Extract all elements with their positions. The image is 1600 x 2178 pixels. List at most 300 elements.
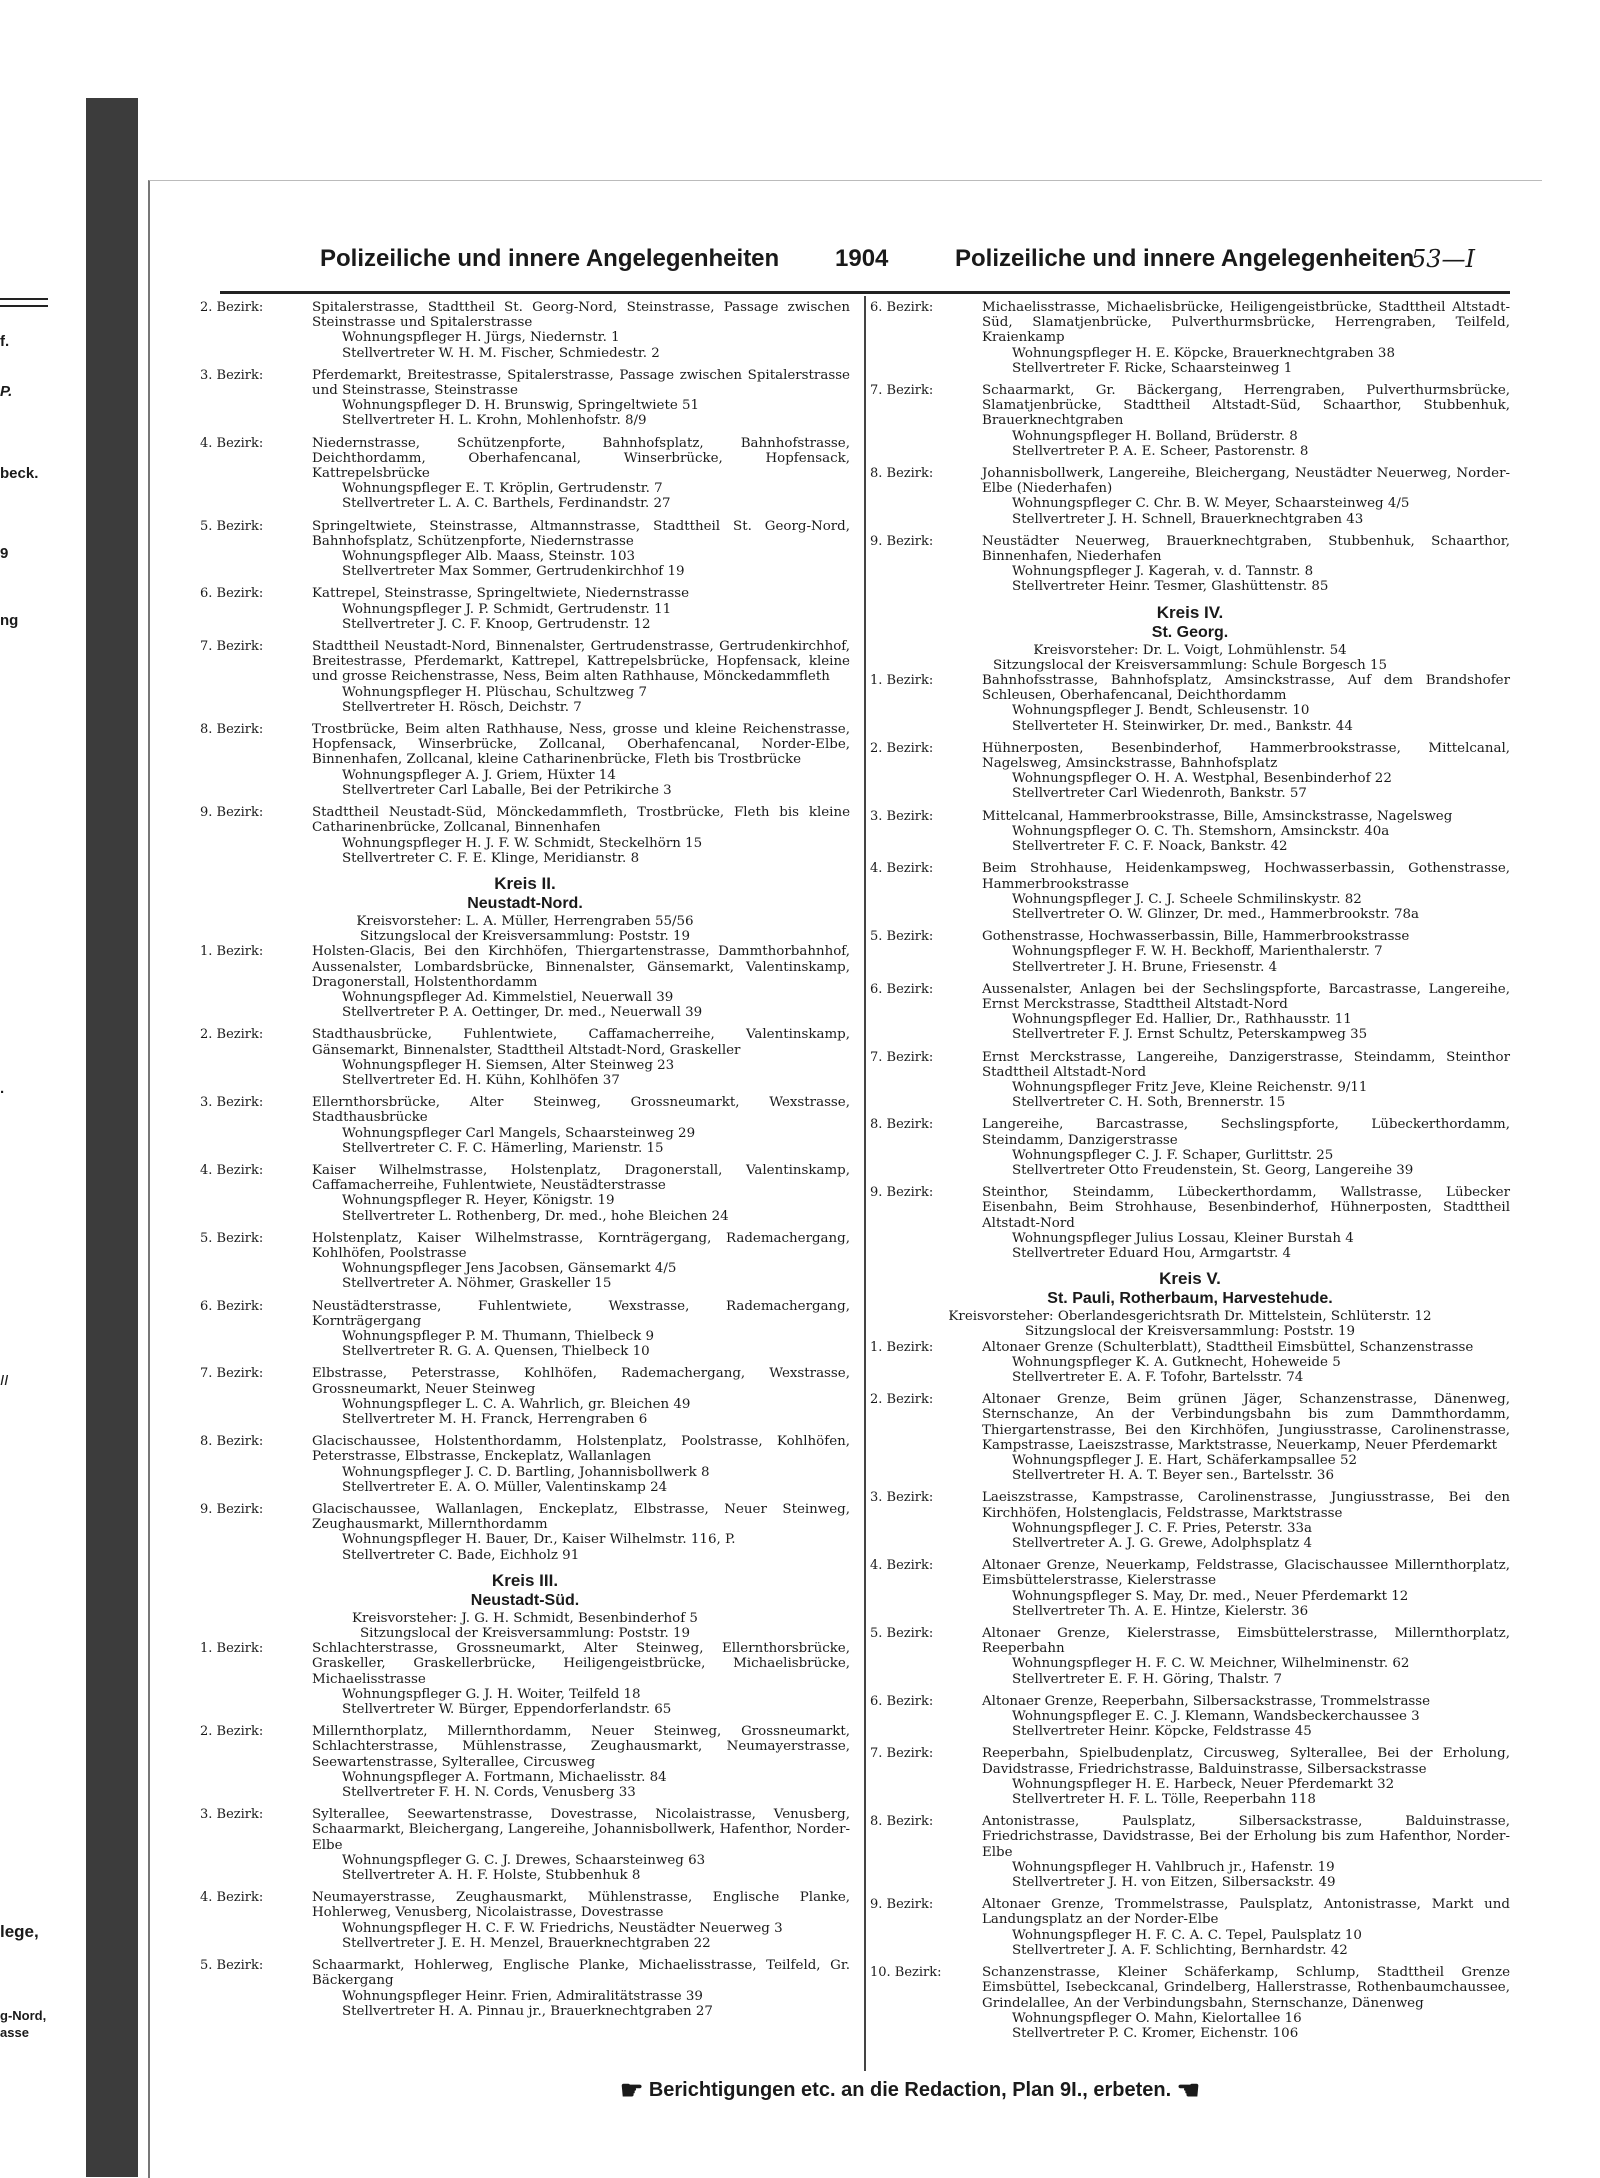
district-entry xyxy=(870,534,1510,595)
kreis-4-chair: Kreisvorsteher: Dr. L. Voigt, Lohmühlenstr. 54 xyxy=(1033,642,1347,658)
district-body xyxy=(312,1434,850,1495)
district-streets: Stadttheil Neustadt-Nord, Binnenalster, Gertrudenstrasse, Gertrudenkirchhof, Breitestrasse, Pferdemarkt, Kattrepel, Kattrepelsbrücke, Hopfensack, kleine und grosse Reichenstrasse, Ness, Beim alten Rathhause, Mönckedammfleth xyxy=(312,639,850,685)
prev-page-fragment: P. xyxy=(0,383,13,400)
district-entry xyxy=(870,673,1510,734)
district-body xyxy=(982,741,1510,802)
district-body xyxy=(312,586,850,632)
deputy: Stellvertreter Carl Wiedenroth, Bankstr. 57 xyxy=(1012,786,1307,802)
prev-page-fragment: asse xyxy=(0,2025,29,2040)
deputy: Stellvertreter L. A. C. Barthels, Ferdinandstr. 27 xyxy=(342,496,671,512)
header-rule xyxy=(220,291,1510,294)
district-streets: Trostbrücke, Beim alten Rathhause, Ness, grosse und kleine Reichenstrasse, Hopfensack, Winserbrücke, Zollcanal, Oberhafencanal, Norder-Elbe, Binnenhafen, Zollcanal, kleine Catharinenbrücke, Fleth bis Trostbrücke xyxy=(312,722,850,768)
district-body xyxy=(312,1807,850,1883)
district-label: 6. Bezirk: xyxy=(870,981,934,997)
housing-warden: Wohnungspfleger H. Bolland, Brüderstr. 8 xyxy=(1012,428,1298,444)
district-body xyxy=(982,534,1510,595)
district-label: 3. Bezirk: xyxy=(200,1095,264,1111)
housing-warden: Wohnungspfleger G. C. J. Drewes, Schaarsteinweg 63 xyxy=(342,1852,706,1868)
district-entry xyxy=(870,809,1510,855)
housing-warden: Wohnungspfleger Alb. Maass, Steinstr. 103 xyxy=(342,549,636,565)
prev-page-fragment: 9 xyxy=(0,545,9,562)
district-entry xyxy=(200,639,850,715)
district-body xyxy=(312,519,850,580)
district-streets: Spitalerstrasse, Stadttheil St. Georg-Nord, Steinstrasse, Passage zwischen Steinstrasse und Spitalerstrasse xyxy=(312,300,850,331)
district-entry xyxy=(870,1117,1510,1178)
district-body xyxy=(312,1027,850,1088)
district-entry xyxy=(200,722,850,798)
district-streets: Niedernstrasse, Schützenpforte, Bahnhofsplatz, Bahnhofstrasse, Deichthordamm, Oberhafencanal, Winserbrücke, Hopfensack, Kattrepelsbrücke xyxy=(312,435,850,482)
district-body xyxy=(982,1626,1510,1687)
district-label: 3. Bezirk: xyxy=(870,1490,934,1506)
district-body xyxy=(312,805,850,866)
district-body xyxy=(312,1958,850,2019)
district-body xyxy=(982,1694,1510,1740)
district-streets: Altonaer Grenze, Kielerstrasse, Eimsbüttelerstrasse, Millernthorplatz, Reeperbahn xyxy=(982,1626,1510,1657)
district-body xyxy=(982,1965,1510,2041)
district-label: 2. Bezirk: xyxy=(870,1392,934,1408)
deputy: Stellvertreter M. H. Franck, Herrengraben 6 xyxy=(342,1412,648,1427)
previous-page-edge xyxy=(0,180,86,2177)
deputy: Stellvertreter Heinr. Tesmer, Glashüttenstr. 85 xyxy=(1012,579,1329,595)
district-label: 9. Bezirk: xyxy=(870,1897,934,1913)
district-label: 6. Bezirk: xyxy=(870,300,934,315)
district-entry xyxy=(200,1027,850,1088)
housing-warden: Wohnungspfleger J. C. J. Scheele Schmilinskystr. 82 xyxy=(1012,891,1362,907)
district-label: 9. Bezirk: xyxy=(200,1502,264,1518)
district-entry xyxy=(870,1814,1510,1890)
deputy: Stellvertreter H. F. L. Tölle, Reeperbahn 118 xyxy=(1012,1792,1316,1808)
district-body xyxy=(312,300,850,361)
district-entry xyxy=(200,1724,850,1800)
deputy: Stellvertreter F. Ricke, Schaarsteinweg 1 xyxy=(1012,360,1293,376)
district-entry xyxy=(200,519,850,580)
deputy: Stellvertreter C. Bade, Eichholz 91 xyxy=(342,1547,580,1563)
district-body xyxy=(982,1050,1510,1111)
deputy: Stellvertreter C. H. Soth, Brennerstr. 15 xyxy=(1012,1095,1286,1111)
pointing-hand-left-icon: ☚ xyxy=(1176,2075,1201,2105)
district-body xyxy=(982,1340,1510,1386)
housing-warden: Wohnungspfleger H. Vahlbruch jr., Hafenstr. 19 xyxy=(1012,1859,1335,1875)
district-label: 6. Bezirk: xyxy=(870,1693,934,1709)
kreis-3-continued xyxy=(870,300,1510,595)
district-label: 4. Bezirk: xyxy=(200,435,264,451)
district-entry xyxy=(200,1095,850,1156)
district-streets: Steinthor, Steindamm, Lübeckerthordamm, Wallstrasse, Lübecker Eisenbahn, Beim Strohhause, Besenbinderhof, Hühnerposten, Stadttheil Altstadt-Nord xyxy=(982,1185,1510,1231)
district-label: 2. Bezirk: xyxy=(870,740,934,756)
district-label: 3. Bezirk: xyxy=(200,1807,264,1823)
deputy: Stellvertreter F. C. F. Noack, Bankstr. 42 xyxy=(1012,839,1288,855)
deputy: Stellvertreter F. H. N. Cords, Venusberg 33 xyxy=(342,1785,636,1801)
deputy: Stellvertreter J. H. Brune, Friesenstr. 4 xyxy=(1012,959,1278,975)
district-streets: Neustädterstrasse, Fuhlentwiete, Wexstrasse, Rademachergang, Kornträgergang xyxy=(312,1298,850,1329)
district-body xyxy=(982,1392,1510,1483)
page-number: 53—I xyxy=(1411,245,1476,273)
district-body xyxy=(312,1299,850,1360)
deputy: Stellvertreter E. A. O. Müller, Valentinskamp 24 xyxy=(342,1479,668,1495)
housing-warden: Wohnungspfleger G. J. H. Woiter, Teilfeld 18 xyxy=(342,1686,641,1702)
district-entry xyxy=(870,1340,1510,1386)
housing-warden: Wohnungspfleger P. M. Thumann, Thielbeck 9 xyxy=(342,1328,655,1344)
district-body xyxy=(982,1558,1510,1619)
district-streets: Altonaer Grenze, Beim grünen Jäger, Schanzenstrasse, Dänenweg, Sternschanze, An der Verbindungsbahn bis zum Dammthordamm, Thiergartenstrasse, Bei den Kirchhöfen, Jungiusstrasse, Carolinenstrasse, Kampstrasse, Laeiszstrasse, Marktstrasse, Neuerkamp, Neuer Pferdemarkt xyxy=(982,1392,1510,1453)
left-column xyxy=(200,300,850,2026)
district-streets: Mittelcanal, Hammerbrookstrasse, Bille, Amsinckstrasse, Nagelsweg xyxy=(982,808,1453,824)
district-streets: Schaarmarkt, Hohlerweg, Englische Planke, Michaelisstrasse, Teilfeld, Gr. Bäckergang xyxy=(312,1958,850,1989)
district-label: 7. Bezirk: xyxy=(200,639,264,655)
kreis-3-title: Kreis III. xyxy=(491,1570,559,1590)
kreis-4-name: St. Georg. xyxy=(1151,623,1229,641)
scan-binding-shadow xyxy=(86,98,138,2177)
deputy: Stellvertreter Otto Freudenstein, St. Georg, Langereihe 39 xyxy=(1012,1162,1414,1178)
housing-warden: Wohnungspfleger S. May, Dr. med., Neuer Pferdemarkt 12 xyxy=(1012,1588,1409,1604)
district-label: 1. Bezirk: xyxy=(870,673,934,689)
district-label: 6. Bezirk: xyxy=(200,1298,264,1314)
kreis-5-local: Sitzungslocal der Kreisversammlung: Poststr. 19 xyxy=(1024,1324,1356,1340)
district-body xyxy=(312,1724,850,1800)
right-column xyxy=(870,300,1510,2048)
district-label: 7. Bezirk: xyxy=(870,1049,934,1065)
header-right-title: Polizeiliche und innere Angelegenheiten xyxy=(955,245,1415,272)
district-body xyxy=(982,1185,1510,1261)
deputy: Stellvertreter J. H. von Eitzen, Silbersackstr. 49 xyxy=(1012,1875,1336,1891)
district-label: 7. Bezirk: xyxy=(870,383,934,399)
district-entry xyxy=(870,929,1510,975)
deputy: Stellvertreter C. F. C. Hämerling, Marienstr. 15 xyxy=(342,1140,664,1156)
housing-warden: Wohnungspfleger O. H. A. Westphal, Besenbinderhof 22 xyxy=(1012,771,1392,787)
district-body xyxy=(982,673,1510,734)
district-body xyxy=(982,929,1510,975)
prev-page-fragment: lege, xyxy=(0,1922,39,1941)
deputy: Stellvertreter O. W. Glinzer, Dr. med., Hammerbrookstr. 78a xyxy=(1012,906,1420,922)
district-label: 2. Bezirk: xyxy=(200,1724,264,1740)
district-label: 3. Bezirk: xyxy=(870,808,934,824)
district-streets: Ernst Merckstrasse, Langereihe, Danzigerstrasse, Steindamm, Steinthor Stadttheil Altstadt-Nord xyxy=(982,1049,1510,1080)
district-streets: Altonaer Grenze, Neuerkamp, Feldstrasse, Glacischaussee Millernthorplatz, Eimsbüttelerstrasse, Kielerstrasse xyxy=(982,1558,1510,1589)
district-body xyxy=(982,1897,1510,1958)
kreis-3-local: Sitzungslocal der Kreisversammlung: Poststr. 19 xyxy=(359,1626,691,1642)
district-entry xyxy=(200,1366,850,1427)
housing-warden: Wohnungspfleger Ad. Kimmelstiel, Neuerwall 39 xyxy=(342,989,674,1005)
district-streets: Neustädter Neuerweg, Brauerknechtgraben, Stubbenhuk, Schaarthor, Binnenhafen, Niederhafen xyxy=(982,533,1510,565)
kreis-5-name: St. Pauli, Rotherbaum, Harvestehude. xyxy=(1047,1290,1333,1308)
district-label: 2. Bezirk: xyxy=(200,1027,264,1043)
district-body xyxy=(312,1502,850,1563)
housing-warden: Wohnungspfleger Heinr. Frien, Admiralitätstrasse 39 xyxy=(342,1988,703,2004)
district-entry xyxy=(870,861,1510,922)
deputy: Stellvertreter H. A. Pinnau jr., Brauerknechtgraben 27 xyxy=(342,2003,713,2019)
housing-warden: Wohnungspfleger K. A. Gutknecht, Hoheweide 5 xyxy=(1012,1354,1341,1370)
prev-page-fragment: beck. xyxy=(0,465,39,482)
housing-warden: Wohnungspfleger Julius Lossau, Kleiner Burstah 4 xyxy=(1012,1230,1354,1246)
district-entry xyxy=(870,1558,1510,1619)
district-body xyxy=(312,944,850,1020)
district-body xyxy=(982,1490,1510,1551)
district-label: 9. Bezirk: xyxy=(870,1185,934,1201)
district-label: 5. Bezirk: xyxy=(200,1230,264,1246)
footer-text: Berichtigungen etc. an die Redaction, Plan 9I., erbeten. xyxy=(648,2078,1172,2101)
housing-warden: Wohnungspfleger H. Bauer, Dr., Kaiser Wilhelmstr. 116, P. xyxy=(342,1532,736,1548)
district-streets: Schanzenstrasse, Kleiner Schäferkamp, Schlump, Stadttheil Grenze Eimsbüttel, Isebeckcanal, Grindelberg, Hallerstrasse, Rothenbaumchaussee, Grindelallee, An der Verbindungsbahn, Sternschanze, Dänenweg xyxy=(982,1965,1510,2011)
housing-warden: Wohnungspfleger H. C. F. W. Friedrichs, Neustädter Neuerweg 3 xyxy=(342,1920,783,1936)
district-label: 8. Bezirk: xyxy=(870,466,934,482)
district-entry xyxy=(200,1502,850,1563)
kreis-2-local: Sitzungslocal der Kreisversammlung: Poststr. 19 xyxy=(359,929,691,945)
district-label: 1. Bezirk: xyxy=(200,1641,264,1657)
district-streets: Holstenplatz, Kaiser Wilhelmstrasse, Kornträgergang, Rademachergang, Kohlhöfen, Poolstrasse xyxy=(312,1230,850,1261)
prev-page-fragment: II xyxy=(0,1372,9,1389)
pointing-hand-right-icon: ☛ xyxy=(619,2075,644,2105)
district-body xyxy=(982,861,1510,922)
deputy: Stellvertreter E. A. F. Tofohr, Bartelsstr. 74 xyxy=(1012,1369,1304,1385)
deputy: Stellvertreter E. F. H. Göring, Thalstr. 7 xyxy=(1012,1671,1282,1687)
district-streets: Aussenalster, Anlagen bei der Sechslingspforte, Barcastrasse, Langereihe, Ernst Merckstrasse, Stadttheil Altstadt-Nord xyxy=(982,981,1510,1012)
district-entry xyxy=(870,466,1510,527)
housing-warden: Wohnungspfleger H. F. C. A. C. Tepel, Paulsplatz 10 xyxy=(1012,1927,1362,1943)
housing-warden: Wohnungspfleger H. Jürgs, Niedernstr. 1 xyxy=(342,330,620,346)
district-streets: Holsten-Glacis, Bei den Kirchhöfen, Thiergartenstrasse, Dammthorbahnhof, Aussenalster, Lombardsbrücke, Binnenalster, Gänsemarkt, Valentinskamp, Dragonerstall, Holstenthordamm xyxy=(312,944,850,990)
district-entry xyxy=(870,1746,1510,1807)
district-streets: Kattrepel, Steinstrasse, Springeltwiete, Niedernstrasse xyxy=(312,586,690,602)
district-body xyxy=(982,1814,1510,1890)
district-body xyxy=(312,368,850,429)
kreis-5-title: Kreis V. xyxy=(1159,1269,1221,1289)
deputy: Stellvertreter J. C. F. Knoop, Gertrudenstr. 12 xyxy=(342,616,651,632)
housing-warden: Wohnungspfleger Carl Mangels, Schaarsteinweg 29 xyxy=(342,1125,696,1141)
kreis-4-local: Sitzungslocal der Kreisversammlung: Schule Borgesch 15 xyxy=(992,657,1388,673)
district-body xyxy=(312,722,850,798)
district-body xyxy=(982,300,1510,376)
housing-warden: Wohnungspfleger E. C. J. Klemann, Wandsbeckerchaussee 3 xyxy=(1012,1709,1420,1725)
housing-warden: Wohnungspfleger J. P. Schmidt, Gertrudenstr. 11 xyxy=(342,601,672,617)
district-entry xyxy=(870,1965,1510,2041)
district-label: 8. Bezirk: xyxy=(870,1814,934,1830)
footer-notice xyxy=(420,2075,1400,2109)
district-streets: Glacischaussee, Wallanlagen, Enckeplatz, Elbstrasse, Neuer Steinweg, Zeughausmarkt, Millernthordamm xyxy=(312,1502,850,1533)
prev-page-fragment: . xyxy=(0,1080,5,1097)
district-entry xyxy=(200,1890,850,1951)
housing-warden: Wohnungspfleger C. J. F. Schaper, Gurlittstr. 25 xyxy=(1012,1147,1334,1163)
housing-warden: Wohnungspfleger H. J. F. W. Schmidt, Steckelhörn 15 xyxy=(342,835,703,851)
housing-warden: Wohnungspfleger L. C. A. Wahrlich, gr. Bleichen 49 xyxy=(342,1396,691,1412)
district-body xyxy=(982,383,1510,459)
district-entry xyxy=(200,1641,850,1717)
kreis-1-continued xyxy=(200,300,850,866)
district-streets: Michaelisstrasse, Michaelisbrücke, Heiligengeistbrücke, Stadttheil Altstadt-Süd, Slamatjenbrücke, Pulverthurmsbrücke, Herrengraben, Teilfeld, Kraienkamp xyxy=(982,300,1510,346)
district-label: 4. Bezirk: xyxy=(870,861,934,877)
district-label: 1. Bezirk: xyxy=(200,944,264,960)
district-entry xyxy=(200,1231,850,1292)
district-label: 9. Bezirk: xyxy=(200,805,264,821)
district-entry xyxy=(200,1434,850,1495)
housing-warden: Wohnungspfleger J. C. F. Pries, Peterstr. 33a xyxy=(1012,1520,1313,1536)
housing-warden: Wohnungspfleger J. E. Hart, Schäferkampsallee 52 xyxy=(1012,1453,1358,1468)
housing-warden: Wohnungspfleger J. Kagerah, v. d. Tannstr. 8 xyxy=(1012,564,1314,580)
deputy: Stellvertreter Carl Laballe, Bei der Petrikirche 3 xyxy=(342,782,672,798)
district-label: 2. Bezirk: xyxy=(200,300,264,315)
district-entry xyxy=(200,1807,850,1883)
kreis-3-name: Neustadt-Süd. xyxy=(470,1591,580,1609)
deputy: Stellvertreter Ed. H. Kühn, Kohlhöfen 37 xyxy=(342,1072,620,1088)
district-streets: Stadthausbrücke, Fuhlentwiete, Caffamacherreihe, Valentinskamp, Gänsemarkt, Binnenalster, Stadttheil Altstadt-Nord, Graskeller xyxy=(312,1027,850,1058)
district-label: 8. Bezirk: xyxy=(200,722,264,738)
housing-warden: Wohnungspfleger A. Fortmann, Michaelisstr. 84 xyxy=(342,1769,667,1785)
district-entry xyxy=(870,1490,1510,1551)
district-streets: Stadttheil Neustadt-Süd, Mönckedammfleth, Trostbrücke, Fleth bis kleine Catharinenbrücke, Zollcanal, Binnenhafen xyxy=(312,805,850,836)
deputy: Stellvertreter P. C. Kromer, Eichenstr. 106 xyxy=(1012,2025,1299,2041)
district-entry xyxy=(870,383,1510,459)
district-body xyxy=(982,982,1510,1043)
district-body xyxy=(312,1641,850,1717)
district-entry xyxy=(870,1694,1510,1740)
district-entry xyxy=(870,1897,1510,1958)
housing-warden: Wohnungspfleger O. Mahn, Kielortallee 16 xyxy=(1012,2010,1302,2026)
district-streets: Neumayerstrasse, Zeughausmarkt, Mühlenstrasse, Englische Planke, Hohlerweg, Venusberg, Nicolaistrasse, Dovestrasse xyxy=(312,1890,850,1921)
column-divider xyxy=(864,296,866,2071)
district-label: 1. Bezirk: xyxy=(870,1339,934,1355)
district-streets: Sylterallee, Seewartenstrasse, Dovestrasse, Nicolaistrasse, Venusberg, Schaarmarkt, Bleichergang, Langereihe, Johannisbollwerk, Hafenthor, Norder-Elbe xyxy=(312,1807,850,1853)
housing-warden: Wohnungspfleger H. F. C. W. Meichner, Wilhelminenstr. 62 xyxy=(1012,1656,1410,1672)
district-label: 9. Bezirk: xyxy=(870,533,934,549)
deputy: Stellvertreter J. H. Schnell, Brauerknechtgraben 43 xyxy=(1012,511,1364,527)
district-body xyxy=(312,1231,850,1292)
district-body xyxy=(312,1890,850,1951)
kreis-2-districts xyxy=(200,944,850,1563)
district-streets: Millernthorplatz, Millernthordamm, Neuer Steinweg, Grossneumarkt, Schlachterstrasse, Mühlenstrasse, Zeughausmarkt, Neumayerstrasse, Seewartenstrasse, Sylterallee, Circusweg xyxy=(312,1724,850,1770)
prev-page-fragment: ng xyxy=(0,612,19,629)
district-entry xyxy=(870,1185,1510,1261)
district-streets: Langereihe, Barcastrasse, Sechslingspforte, Lübeckerthordamm, Steindamm, Danzigerstrasse xyxy=(982,1117,1510,1148)
prev-page-rule xyxy=(0,298,48,300)
housing-warden: Wohnungspfleger J. C. D. Bartling, Johannisbollwerk 8 xyxy=(342,1464,710,1480)
district-entry xyxy=(200,436,850,512)
district-streets: Antonistrasse, Paulsplatz, Silbersackstrasse, Balduinstrasse, Friedrichstrasse, Davidstrasse, Bei der Erholung bis zum Hafenthor, Norder-Elbe xyxy=(982,1814,1510,1860)
district-label: 6. Bezirk: xyxy=(200,586,264,602)
housing-warden: Wohnungspfleger O. C. Th. Stemshorn, Amsinckstr. 40a xyxy=(1012,823,1390,839)
district-label: 7. Bezirk: xyxy=(870,1746,934,1762)
deputy: Stellvertreter H. A. T. Beyer sen., Bartelsstr. 36 xyxy=(1012,1468,1334,1484)
district-streets: Schlachterstrasse, Grossneumarkt, Alter Steinweg, Ellernthorsbrücke, Graskeller, Graskellerbrücke, Heiligengeistbrücke, Michaelisbrücke, Michaelisstrasse xyxy=(312,1641,850,1687)
district-label: 8. Bezirk: xyxy=(200,1434,264,1450)
kreis-2-name: Neustadt-Nord. xyxy=(467,894,583,912)
deputy: Stellvertreter Heinr. Köpcke, Feldstrasse 45 xyxy=(1012,1724,1312,1740)
district-streets: Springeltwiete, Steinstrasse, Altmannstrasse, Stadttheil St. Georg-Nord, Bahnhofsplatz, Schützenpforte, Niedernstrasse xyxy=(312,518,850,549)
kreis-4-districts xyxy=(870,673,1510,1261)
housing-warden: Wohnungspfleger Ed. Hallier, Dr., Rathhausstr. 11 xyxy=(1012,1012,1352,1028)
district-streets: Altonaer Grenze, Reeperbahn, Silbersackstrasse, Trommelstrasse xyxy=(982,1693,1431,1709)
district-label: 5. Bezirk: xyxy=(200,1958,264,1974)
kreis-3-districts xyxy=(200,1641,850,2019)
deputy: Stellvertreter L. Rothenberg, Dr. med., hohe Bleichen 24 xyxy=(342,1208,729,1224)
running-header xyxy=(175,245,1515,281)
housing-warden: Wohnungspfleger H. E. Harbeck, Neuer Pferdemarkt 32 xyxy=(1012,1776,1395,1792)
district-streets: Johannisbollwerk, Langereihe, Bleichergang, Neustädter Neuerweg, Norder-Elbe (Niederhafen) xyxy=(982,466,1510,497)
district-label: 3. Bezirk: xyxy=(200,367,264,383)
deputy: Stellvertreter J. E. H. Menzel, Brauerknechtgraben 22 xyxy=(342,1935,711,1951)
district-streets: Altonaer Grenze (Schulterblatt), Stadttheil Eimsbüttel, Schanzenstrasse xyxy=(982,1339,1474,1355)
housing-warden: Wohnungspfleger H. E. Köpcke, Brauerknechtgraben 38 xyxy=(1012,345,1395,361)
kreis-4-title: Kreis IV. xyxy=(1156,602,1224,622)
district-entry xyxy=(200,805,850,866)
deputy: Stellvertreter A. Nöhmer, Graskeller 15 xyxy=(342,1276,612,1292)
kreis-5-districts xyxy=(870,1340,1510,2042)
housing-warden: Wohnungspfleger Jens Jacobsen, Gänsemarkt 4/5 xyxy=(342,1261,677,1277)
housing-warden: Wohnungspfleger E. T. Kröplin, Gertrudenstr. 7 xyxy=(342,481,663,497)
deputy: Stellvertreter H. L. Krohn, Mohlenhofstr. 8/9 xyxy=(342,413,647,429)
housing-warden: Wohnungspfleger D. H. Brunswig, Springeltwiete 51 xyxy=(342,398,700,414)
deputy: Stellvertreter F. J. Ernst Schultz, Peterskampweg 35 xyxy=(1012,1027,1368,1043)
district-label: 4. Bezirk: xyxy=(200,1162,264,1178)
deputy: Stellverteter H. Steinwirker, Dr. med., Bankstr. 44 xyxy=(1012,718,1353,734)
district-label: 8. Bezirk: xyxy=(870,1117,934,1133)
deputy: Stellvertreter P. A. Oettinger, Dr. med., Neuerwall 39 xyxy=(342,1005,703,1021)
district-body xyxy=(312,639,850,715)
district-entry xyxy=(870,741,1510,802)
district-streets: Laeiszstrasse, Kampstrasse, Carolinenstrasse, Jungiusstrasse, Bei den Kirchhöfen, Holstenglacis, Feldstrasse, Marktstrasse xyxy=(982,1490,1510,1521)
district-body xyxy=(982,1746,1510,1807)
header-left-title: Polizeiliche und innere Angelegenheiten xyxy=(320,245,780,272)
kreis-5-chair: Kreisvorsteher: Oberlandesgerichtsrath Dr. Mittelstein, Schlüterstr. 12 xyxy=(948,1309,1432,1325)
prev-page-rule xyxy=(0,305,48,307)
district-label: 4. Bezirk: xyxy=(870,1558,934,1574)
district-streets: Kaiser Wilhelmstrasse, Holstenplatz, Dragonerstall, Valentinskamp, Caffamacherreihe, Fuhlentwiete, Neustädterstrasse xyxy=(312,1162,850,1194)
deputy: Stellvertreter J. A. F. Schlichting, Bernhardstr. 42 xyxy=(1012,1942,1348,1958)
deputy: Stellvertreter W. Bürger, Eppendorferlandstr. 65 xyxy=(342,1702,672,1718)
deputy: Stellvertreter A. J. G. Grewe, Adolphsplatz 4 xyxy=(1012,1536,1312,1552)
deputy: Stellvertreter C. F. E. Klinge, Meridianstr. 8 xyxy=(342,850,640,866)
prev-page-fragment: f. xyxy=(0,333,10,350)
district-body xyxy=(312,1095,850,1156)
district-entry xyxy=(870,1392,1510,1483)
prev-page-fragment: g-Nord, xyxy=(0,2008,47,2023)
deputy: Stellvertreter R. G. A. Quensen, Thielbeck 10 xyxy=(342,1344,650,1360)
deputy: Stellvertreter A. H. F. Holste, Stubbenhuk 8 xyxy=(342,1868,641,1884)
district-label: 5. Bezirk: xyxy=(200,518,264,534)
district-label: 5. Bezirk: xyxy=(870,929,934,945)
district-body xyxy=(312,436,850,512)
district-streets: Bahnhofsstrasse, Bahnhofsplatz, Amsinckstrasse, Auf dem Brandshofer Schleusen, Oberhafencanal, Deichthordamm xyxy=(982,673,1510,704)
deputy: Stellvertreter Max Sommer, Gertrudenkirchhof 19 xyxy=(342,564,685,580)
district-entry xyxy=(200,300,850,361)
district-entry xyxy=(870,982,1510,1043)
housing-warden: Wohnungspfleger Fritz Jeve, Kleine Reichenstr. 9/11 xyxy=(1012,1079,1368,1095)
deputy: Stellvertreter Eduard Hou, Armgartstr. 4 xyxy=(1012,1245,1291,1261)
district-entry xyxy=(200,368,850,429)
header-year: 1904 xyxy=(835,245,889,272)
district-entry xyxy=(200,1163,850,1224)
housing-warden: Wohnungspfleger A. J. Griem, Hüxter 14 xyxy=(342,767,616,783)
district-entry xyxy=(200,586,850,632)
housing-warden: Wohnungspfleger R. Heyer, Königstr. 19 xyxy=(342,1193,615,1209)
district-label: 7. Bezirk: xyxy=(200,1366,264,1382)
district-streets: Altonaer Grenze, Trommelstrasse, Paulsplatz, Antonistrasse, Markt und Landungsplatz an der Norder-Elbe xyxy=(982,1897,1510,1928)
district-body xyxy=(312,1163,850,1224)
district-streets: Ellernthorsbrücke, Alter Steinweg, Grossneumarkt, Wexstrasse, Stadthausbrücke xyxy=(312,1095,850,1126)
district-entry xyxy=(200,1958,850,2019)
kreis-3-chair: Kreisvorsteher: J. G. H. Schmidt, Besenbinderhof 5 xyxy=(352,1610,698,1626)
district-body xyxy=(312,1366,850,1427)
housing-warden: Wohnungspfleger C. Chr. B. W. Meyer, Schaarsteinweg 4/5 xyxy=(1012,496,1410,512)
district-streets: Pferdemarkt, Breitestrasse, Spitalerstrasse, Passage zwischen Spitalerstrasse und Steinstrasse, Steinstrasse xyxy=(312,367,850,399)
district-streets: Schaarmarkt, Gr. Bäckergang, Herrengraben, Pulverthurmsbrücke, Slamatjenbrücke, Stadttheil Altstadt-Süd, Schaarthor, Stubbenhuk, Brauerknechtgraben xyxy=(982,383,1510,429)
deputy: Stellvertreter W. H. M. Fischer, Schmiedestr. 2 xyxy=(342,345,660,361)
kreis-2-chair: Kreisvorsteher: L. A. Müller, Herrengraben 55/56 xyxy=(356,913,694,929)
kreis-2-title: Kreis II. xyxy=(494,873,556,893)
deputy: Stellvertreter Th. A. E. Hintze, Kielerstr. 36 xyxy=(1012,1603,1309,1619)
deputy: Stellvertreter H. Rösch, Deichstr. 7 xyxy=(342,699,582,715)
district-entry xyxy=(870,1050,1510,1111)
district-streets: Beim Strohhause, Heidenkampsweg, Hochwasserbassin, Gothenstrasse, Hammerbrookstrasse xyxy=(982,861,1510,892)
housing-warden: Wohnungspfleger H. Siemsen, Alter Steinweg 23 xyxy=(342,1057,675,1073)
